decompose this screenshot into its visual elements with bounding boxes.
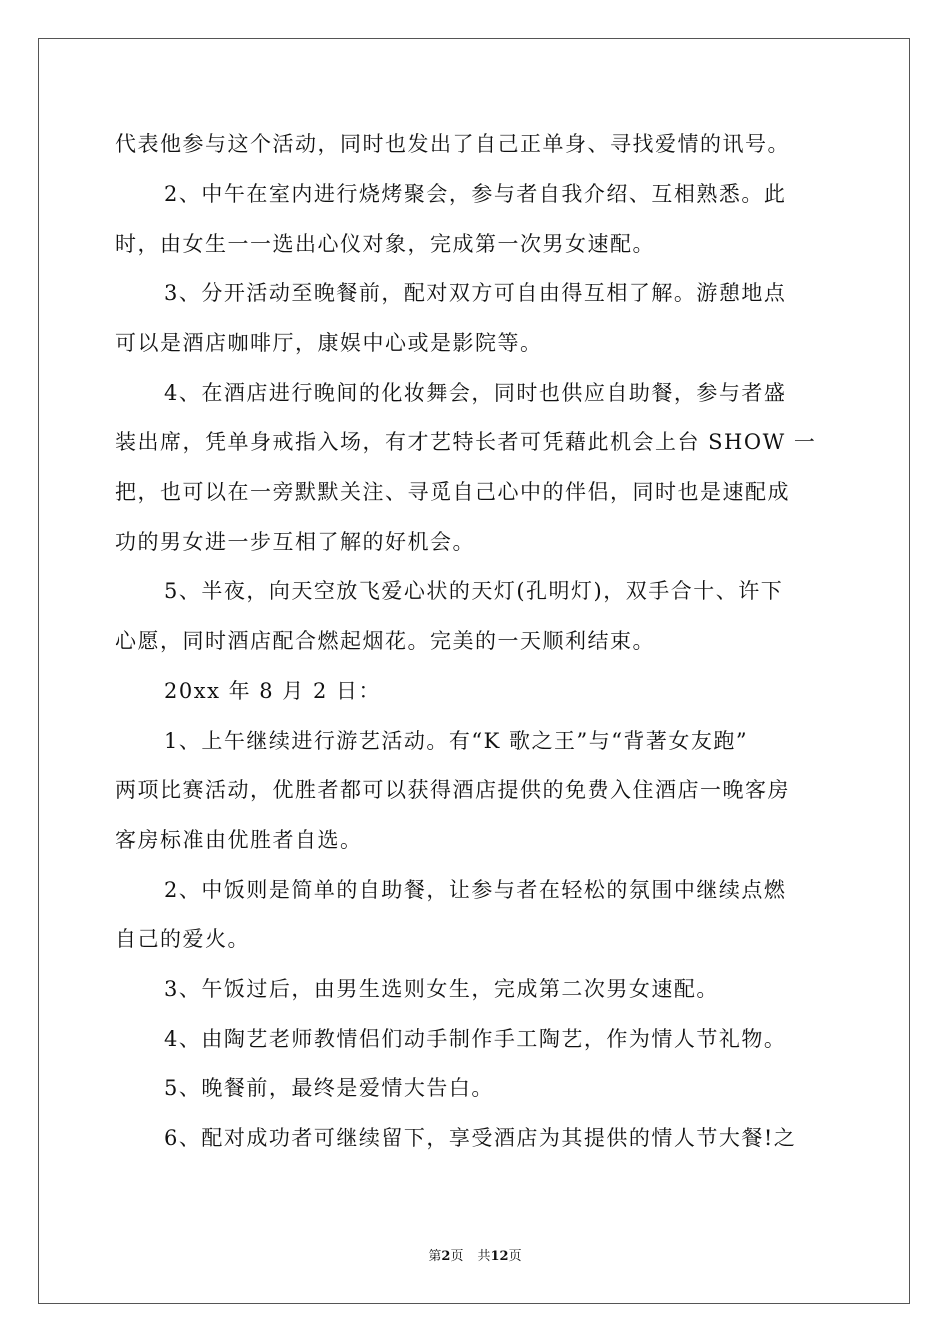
page-total: 12 bbox=[490, 1249, 509, 1264]
text-line: 可以是酒店咖啡厅，康娱中心或是影院等。 bbox=[115, 331, 543, 355]
text-line: 装出席，凭单身戒指入场，有才艺特长者可凭藉此机会上台 SHOW 一 bbox=[115, 430, 817, 454]
text-line: 2、中饭则是简单的自助餐，让参与者在轻松的氛围中继续点燃 bbox=[164, 878, 787, 902]
text-line: 6、配对成功者可继续留下，享受酒店为其提供的情人节大餐!之 bbox=[164, 1126, 797, 1150]
text-line: 4、在酒店进行晚间的化妆舞会，同时也供应自助餐，参与者盛 bbox=[164, 381, 787, 405]
text-line: 3、分开活动至晚餐前，配对双方可自由得互相了解。游憩地点 bbox=[164, 281, 787, 305]
text-line: 客房标准由优胜者自选。 bbox=[115, 828, 363, 852]
text-line: 两项比赛活动，优胜者都可以获得酒店提供的免费入住酒店一晚客房 bbox=[115, 778, 790, 802]
text-line: 心愿，同时酒店配合燃起烟花。完美的一天顺利结束。 bbox=[115, 629, 655, 653]
total-prefix: 共 bbox=[477, 1249, 491, 1264]
page-current: 2 bbox=[441, 1249, 451, 1264]
page-unit: 页 bbox=[450, 1249, 464, 1264]
text-line: 2、中午在室内进行烧烤聚会，参与者自我介绍、互相熟悉。此 bbox=[164, 182, 787, 206]
text-line: 1、上午继续进行游艺活动。有“K 歌之王”与“背著女友跑” bbox=[164, 729, 749, 753]
text-line: 3、午饭过后，由男生选则女生，完成第二次男女速配。 bbox=[164, 977, 719, 1001]
text-line: 把，也可以在一旁默默关注、寻觅自己心中的伴侣，同时也是速配成 bbox=[115, 480, 790, 504]
text-line: 功的男女进一步互相了解的好机会。 bbox=[115, 530, 475, 554]
text-line: 自己的爱火。 bbox=[115, 927, 250, 951]
text-line: 5、晚餐前，最终是爱情大告白。 bbox=[164, 1076, 494, 1100]
text-line: 时，由女生一一选出心仪对象，完成第一次男女速配。 bbox=[115, 232, 655, 256]
text-line: 4、由陶艺老师教情侣们动手制作手工陶艺，作为情人节礼物。 bbox=[164, 1027, 787, 1051]
total-unit: 页 bbox=[508, 1249, 522, 1264]
text-line: 5、半夜，向天空放飞爱心状的天灯(孔明灯)，双手合十、许下 bbox=[164, 579, 784, 603]
page-footer bbox=[0, 1248, 950, 1266]
text-line: 代表他参与这个活动，同时也发出了自己正单身、寻找爱情的讯号。 bbox=[115, 132, 790, 156]
page-prefix: 第 bbox=[428, 1249, 442, 1264]
date-line: 20xx 年 8 月 2 日： bbox=[164, 679, 382, 703]
